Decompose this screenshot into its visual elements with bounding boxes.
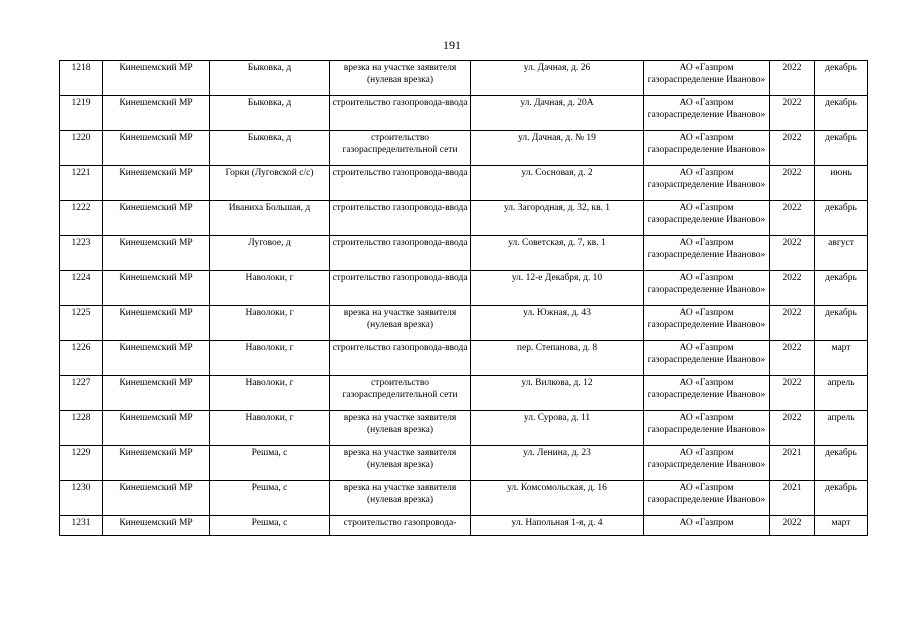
year-cell: 2022	[770, 271, 815, 306]
locality-cell: Быковка, д	[210, 96, 330, 131]
address-cell: ул. Дачная, д. 26	[471, 61, 644, 96]
year-cell: 2022	[770, 96, 815, 131]
year-cell: 2022	[770, 236, 815, 271]
row-number-cell: 1220	[60, 131, 103, 166]
year-cell: 2022	[770, 341, 815, 376]
organization-cell: АО «Газпром газораспределение Иваново»	[644, 96, 770, 131]
locality-cell: Быковка, д	[210, 61, 330, 96]
address-cell: ул. Загородная, д. 32, кв. 1	[471, 201, 644, 236]
table-row	[60, 271, 868, 306]
address-cell: ул. Комсомольская, д. 16	[471, 481, 644, 516]
year-cell: 2022	[770, 61, 815, 96]
organization-cell: АО «Газпром газораспределение Иваново»	[644, 131, 770, 166]
month-cell: декабрь	[815, 306, 868, 341]
table-row	[60, 411, 868, 446]
work-type-cell: строительство газопровода-ввода	[330, 236, 471, 271]
month-cell: апрель	[815, 376, 868, 411]
table-row	[60, 131, 868, 166]
locality-cell: Решма, с	[210, 446, 330, 481]
organization-cell: АО «Газпром газораспределение Иваново»	[644, 446, 770, 481]
address-cell: ул. Южная, д. 43	[471, 306, 644, 341]
work-type-cell: врезка на участке заявителя (нулевая врезка)	[330, 446, 471, 481]
year-cell: 2022	[770, 201, 815, 236]
year-cell: 2021	[770, 446, 815, 481]
organization-cell: АО «Газпром газораспределение Иваново»	[644, 201, 770, 236]
row-number-cell: 1228	[60, 411, 103, 446]
work-type-cell: строительство газопровода-ввода	[330, 271, 471, 306]
year-cell: 2022	[770, 166, 815, 201]
table-row	[60, 376, 868, 411]
address-cell: ул. Напольная 1-я, д. 4	[471, 516, 644, 536]
row-number-cell: 1218	[60, 61, 103, 96]
table-row	[60, 306, 868, 341]
district-cell: Кинешемский МР	[103, 166, 210, 201]
organization-cell: АО «Газпром	[644, 516, 770, 536]
row-number-cell: 1224	[60, 271, 103, 306]
district-cell: Кинешемский МР	[103, 131, 210, 166]
year-cell: 2022	[770, 131, 815, 166]
month-cell: июнь	[815, 166, 868, 201]
month-cell: декабрь	[815, 201, 868, 236]
district-cell: Кинешемский МР	[103, 516, 210, 536]
work-type-cell: врезка на участке заявителя (нулевая врезка)	[330, 61, 471, 96]
locality-cell: Решма, с	[210, 516, 330, 536]
work-type-cell: строительство газопровода-ввода	[330, 341, 471, 376]
table-row	[60, 481, 868, 516]
month-cell: декабрь	[815, 271, 868, 306]
table-row	[60, 166, 868, 201]
table-row	[60, 446, 868, 481]
address-cell: ул. Дачная, д. 20А	[471, 96, 644, 131]
month-cell: декабрь	[815, 96, 868, 131]
locality-cell: Решма, с	[210, 481, 330, 516]
row-number-cell: 1227	[60, 376, 103, 411]
work-type-cell: строительство газораспределительной сети	[330, 376, 471, 411]
row-number-cell: 1223	[60, 236, 103, 271]
organization-cell: АО «Газпром газораспределение Иваново»	[644, 306, 770, 341]
row-number-cell: 1226	[60, 341, 103, 376]
district-cell: Кинешемский МР	[103, 481, 210, 516]
month-cell: апрель	[815, 411, 868, 446]
locality-cell: Наволоки, г	[210, 376, 330, 411]
district-cell: Кинешемский МР	[103, 341, 210, 376]
address-cell: ул. Ленина, д. 23	[471, 446, 644, 481]
district-cell: Кинешемский МР	[103, 236, 210, 271]
row-number-cell: 1225	[60, 306, 103, 341]
month-cell: декабрь	[815, 446, 868, 481]
year-cell: 2022	[770, 306, 815, 341]
address-cell: ул. Сосновая, д. 2	[471, 166, 644, 201]
district-cell: Кинешемский МР	[103, 201, 210, 236]
month-cell: август	[815, 236, 868, 271]
month-cell: март	[815, 516, 868, 536]
row-number-cell: 1230	[60, 481, 103, 516]
address-cell: ул. Вилкова, д. 12	[471, 376, 644, 411]
row-number-cell: 1219	[60, 96, 103, 131]
locality-cell: Наволоки, г	[210, 271, 330, 306]
organization-cell: АО «Газпром газораспределение Иваново»	[644, 166, 770, 201]
table-row	[60, 516, 868, 536]
year-cell: 2022	[770, 411, 815, 446]
month-cell: март	[815, 341, 868, 376]
address-cell: ул. Сурова, д. 11	[471, 411, 644, 446]
month-cell: декабрь	[815, 61, 868, 96]
organization-cell: АО «Газпром газораспределение Иваново»	[644, 236, 770, 271]
work-type-cell: строительство газопровода-ввода	[330, 201, 471, 236]
table-row	[60, 236, 868, 271]
work-type-cell: строительство газопровода-	[330, 516, 471, 536]
table-row	[60, 61, 868, 96]
month-cell: декабрь	[815, 481, 868, 516]
locality-cell: Быковка, д	[210, 131, 330, 166]
month-cell: декабрь	[815, 131, 868, 166]
district-cell: Кинешемский МР	[103, 96, 210, 131]
work-type-cell: строительство газопровода-ввода	[330, 96, 471, 131]
row-number-cell: 1229	[60, 446, 103, 481]
address-cell: пер. Степанова, д. 8	[471, 341, 644, 376]
row-number-cell: 1222	[60, 201, 103, 236]
work-type-cell: врезка на участке заявителя (нулевая врезка)	[330, 411, 471, 446]
address-cell: ул. 12-е Декабря, д. 10	[471, 271, 644, 306]
work-type-cell: врезка на участке заявителя (нулевая врезка)	[330, 481, 471, 516]
locality-cell: Наволоки, г	[210, 411, 330, 446]
organization-cell: АО «Газпром газораспределение Иваново»	[644, 481, 770, 516]
district-cell: Кинешемский МР	[103, 376, 210, 411]
page-number: 191	[443, 38, 461, 52]
locality-cell: Горки (Луговской с/с)	[210, 166, 330, 201]
organization-cell: АО «Газпром газораспределение Иваново»	[644, 61, 770, 96]
work-type-cell: строительство газораспределительной сети	[330, 131, 471, 166]
district-cell: Кинешемский МР	[103, 61, 210, 96]
records-table	[59, 60, 868, 536]
organization-cell: АО «Газпром газораспределение Иваново»	[644, 341, 770, 376]
organization-cell: АО «Газпром газораспределение Иваново»	[644, 376, 770, 411]
year-cell: 2022	[770, 516, 815, 536]
address-cell: ул. Дачная, д. № 19	[471, 131, 644, 166]
table-row	[60, 96, 868, 131]
address-cell: ул. Советская, д. 7, кв. 1	[471, 236, 644, 271]
organization-cell: АО «Газпром газораспределение Иваново»	[644, 411, 770, 446]
year-cell: 2021	[770, 481, 815, 516]
district-cell: Кинешемский МР	[103, 306, 210, 341]
row-number-cell: 1231	[60, 516, 103, 536]
district-cell: Кинешемский МР	[103, 271, 210, 306]
locality-cell: Луговое, д	[210, 236, 330, 271]
table-row	[60, 341, 868, 376]
district-cell: Кинешемский МР	[103, 446, 210, 481]
organization-cell: АО «Газпром газораспределение Иваново»	[644, 271, 770, 306]
locality-cell: Иваниха Большая, д	[210, 201, 330, 236]
work-type-cell: врезка на участке заявителя (нулевая врезка)	[330, 306, 471, 341]
row-number-cell: 1221	[60, 166, 103, 201]
locality-cell: Наволоки, г	[210, 341, 330, 376]
table-row	[60, 201, 868, 236]
year-cell: 2022	[770, 376, 815, 411]
district-cell: Кинешемский МР	[103, 411, 210, 446]
locality-cell: Наволоки, г	[210, 306, 330, 341]
work-type-cell: строительство газопровода-ввода	[330, 166, 471, 201]
